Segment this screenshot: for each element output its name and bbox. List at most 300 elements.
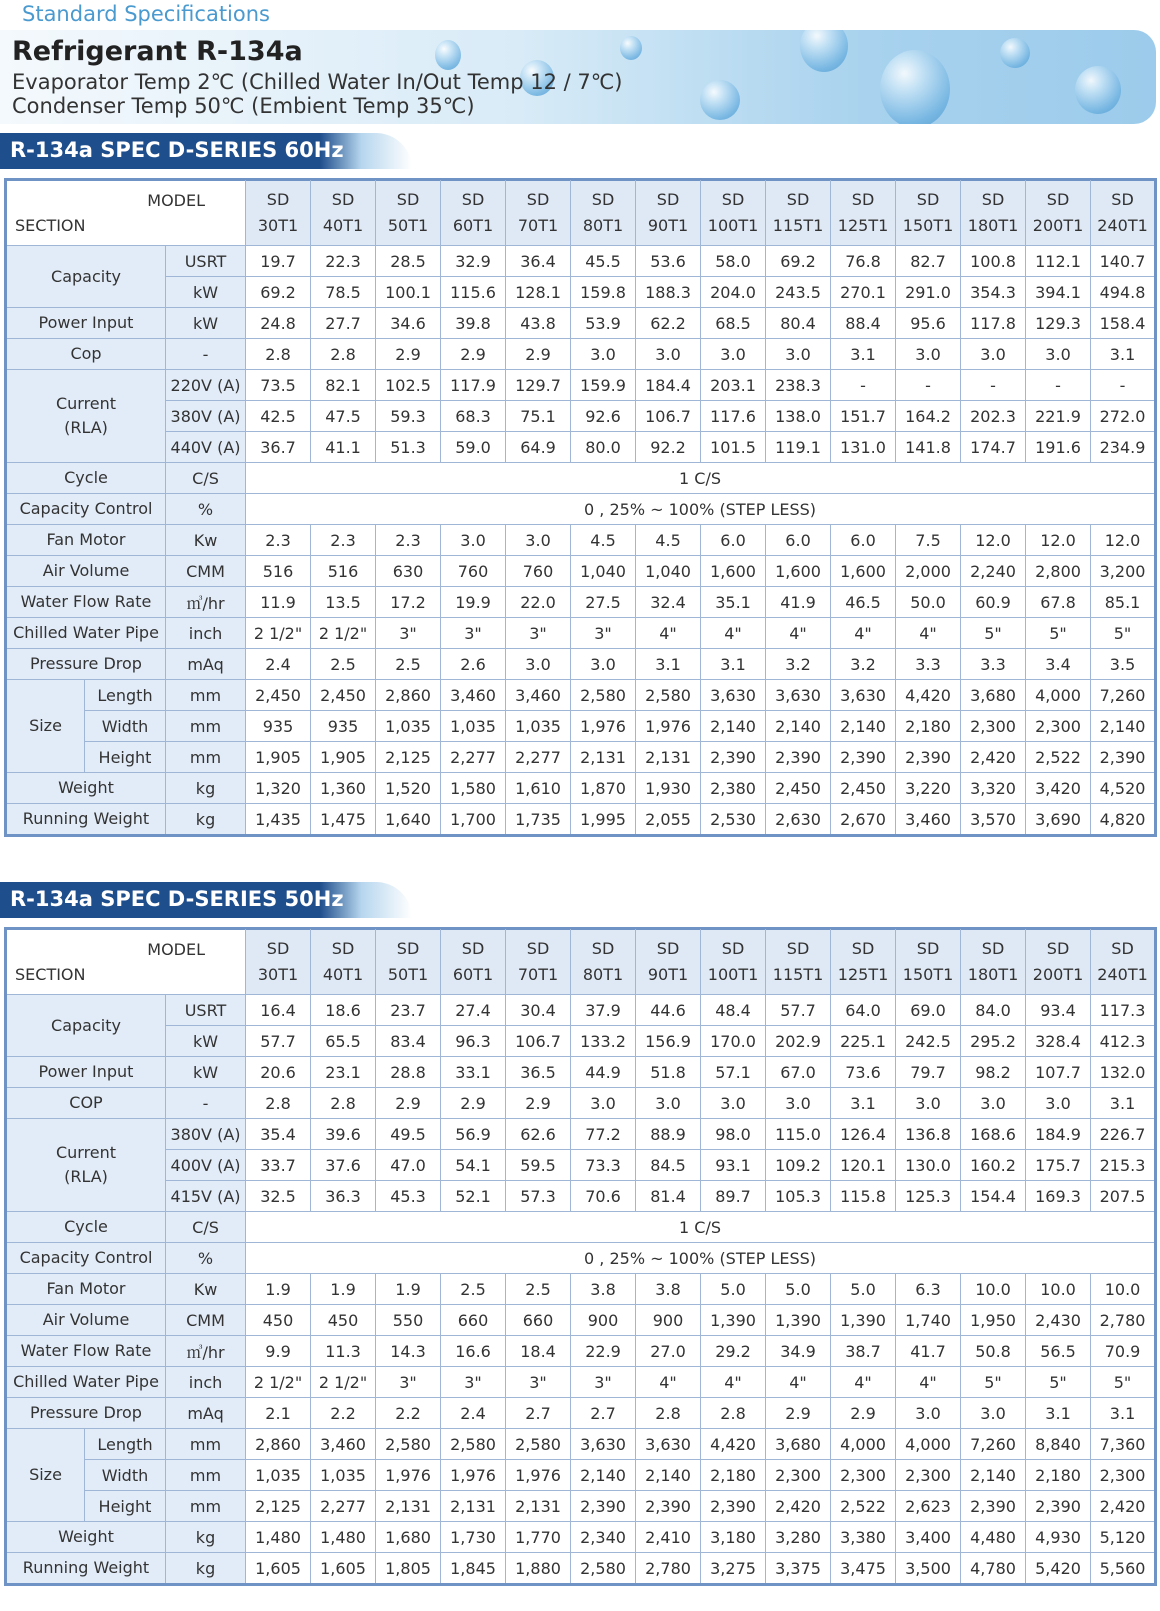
unit-cell: CMM xyxy=(166,1305,246,1336)
value-cell: 2.9 xyxy=(831,1398,896,1429)
value-cell: 1,035 xyxy=(246,1460,311,1491)
model-prefix: SD xyxy=(331,190,355,209)
model-code: 80T1 xyxy=(582,216,624,235)
table-row xyxy=(6,1026,1156,1057)
water-drop-image xyxy=(1000,38,1030,68)
value-cell: 3,630 xyxy=(636,1429,701,1460)
value-cell: 2,390 xyxy=(896,742,961,773)
value-cell: 120.1 xyxy=(831,1150,896,1181)
value-cell: 226.7 xyxy=(1091,1119,1156,1150)
value-cell: 215.3 xyxy=(1091,1150,1156,1181)
value-cell: 19.9 xyxy=(441,587,506,618)
value-cell: 5" xyxy=(1091,1367,1156,1398)
value-cell: 10.0 xyxy=(961,1274,1026,1305)
value-cell: 67.8 xyxy=(1026,587,1091,618)
value-cell: 174.7 xyxy=(961,432,1026,463)
row-group-label: Cycle xyxy=(6,463,166,494)
value-cell: 69.0 xyxy=(896,995,961,1026)
value-cell: 64.0 xyxy=(831,995,896,1026)
model-header xyxy=(831,180,896,246)
value-cell: 41.7 xyxy=(896,1336,961,1367)
value-cell: 2,580 xyxy=(441,1429,506,1460)
value-cell: 1,905 xyxy=(246,742,311,773)
unit-cell: mm xyxy=(166,711,246,742)
unit-cell: Kw xyxy=(166,525,246,556)
value-cell: 2,800 xyxy=(1026,556,1091,587)
model-code: 60T1 xyxy=(452,965,494,984)
value-cell: 27.4 xyxy=(441,995,506,1026)
model-header xyxy=(636,180,701,246)
value-cell: 1,976 xyxy=(506,1460,571,1491)
value-cell: 184.4 xyxy=(636,370,701,401)
model-prefix: SD xyxy=(1111,939,1134,958)
value-cell: 105.3 xyxy=(766,1181,831,1212)
unit-cell: - xyxy=(166,339,246,370)
value-cell: 2,390 xyxy=(831,742,896,773)
value-cell: 2.9 xyxy=(441,339,506,370)
value-cell: 272.0 xyxy=(1091,401,1156,432)
value-cell: 1,475 xyxy=(311,804,376,836)
table-row xyxy=(6,1553,1156,1585)
value-cell: 2.8 xyxy=(311,1088,376,1119)
model-header xyxy=(311,929,376,995)
value-cell: 2,140 xyxy=(766,711,831,742)
value-cell: 3.0 xyxy=(961,1088,1026,1119)
value-cell: 2,580 xyxy=(571,1553,636,1585)
value-cell: 32.5 xyxy=(246,1181,311,1212)
value-cell: 50.8 xyxy=(961,1336,1026,1367)
model-header xyxy=(701,180,766,246)
value-cell: 2.4 xyxy=(246,649,311,680)
value-cell: 73.3 xyxy=(571,1150,636,1181)
model-code: 70T1 xyxy=(517,216,559,235)
value-cell: - xyxy=(831,370,896,401)
value-cell: 2,300 xyxy=(1026,711,1091,742)
value-cell: 89.7 xyxy=(701,1181,766,1212)
value-cell: 169.3 xyxy=(1026,1181,1091,1212)
value-cell: 2,131 xyxy=(376,1491,441,1522)
unit-cell: kW xyxy=(166,1057,246,1088)
value-cell: 22.0 xyxy=(506,587,571,618)
value-cell: 3.0 xyxy=(506,525,571,556)
value-cell: 354.3 xyxy=(961,277,1026,308)
value-cell: 3" xyxy=(441,618,506,649)
value-cell: 1,320 xyxy=(246,773,311,804)
model-section-header xyxy=(6,180,246,246)
value-cell: 2,180 xyxy=(701,1460,766,1491)
value-cell: 1,845 xyxy=(441,1553,506,1585)
model-header xyxy=(506,180,571,246)
value-cell: 130.0 xyxy=(896,1150,961,1181)
value-cell: 34.9 xyxy=(766,1336,831,1367)
value-cell: 2.7 xyxy=(571,1398,636,1429)
model-prefix: SD xyxy=(721,939,745,958)
value-cell: 394.1 xyxy=(1026,277,1091,308)
value-cell: 2,390 xyxy=(961,1491,1026,1522)
value-cell: 1,480 xyxy=(246,1522,311,1553)
row-group-label: Power Input xyxy=(6,1057,166,1088)
value-cell: 3,460 xyxy=(441,680,506,711)
value-cell: 133.2 xyxy=(571,1026,636,1057)
row-group-label: Current (RLA) xyxy=(6,370,166,463)
value-cell: 35.1 xyxy=(701,587,766,618)
spec-table-60hz xyxy=(4,178,1157,837)
unit-cell: mm xyxy=(166,742,246,773)
value-cell: 1,976 xyxy=(376,1460,441,1491)
model-prefix: SD xyxy=(396,190,420,209)
value-cell: 660 xyxy=(441,1305,506,1336)
table-row xyxy=(6,1460,1156,1491)
value-cell: 2 1/2" xyxy=(311,1367,376,1398)
value-cell: 450 xyxy=(311,1305,376,1336)
value-cell: 1,435 xyxy=(246,804,311,836)
section-label: SECTION xyxy=(15,216,86,235)
model-header xyxy=(831,929,896,995)
value-cell: 550 xyxy=(376,1305,441,1336)
value-cell: 7,260 xyxy=(961,1429,1026,1460)
unit-cell: 380V (A) xyxy=(166,401,246,432)
value-cell: 1,520 xyxy=(376,773,441,804)
value-cell: 164.2 xyxy=(896,401,961,432)
value-cell: 2,140 xyxy=(636,1460,701,1491)
value-cell: 9.9 xyxy=(246,1336,311,1367)
value-cell: 82.7 xyxy=(896,246,961,277)
merged-value-cell: 0 , 25% ~ 100% (STEP LESS) xyxy=(246,1243,1156,1274)
model-code: 115T1 xyxy=(772,216,824,235)
value-cell: 2,430 xyxy=(1026,1305,1091,1336)
model-code: 100T1 xyxy=(707,216,759,235)
value-cell: 1,735 xyxy=(506,804,571,836)
row-group-label: Size xyxy=(6,680,85,773)
unit-cell: mm xyxy=(166,1460,246,1491)
model-header xyxy=(311,180,376,246)
value-cell: 70.6 xyxy=(571,1181,636,1212)
value-cell: 3,320 xyxy=(961,773,1026,804)
value-cell: 3.1 xyxy=(1091,1398,1156,1429)
value-cell: 92.2 xyxy=(636,432,701,463)
table-row xyxy=(6,494,1156,525)
model-header xyxy=(896,929,961,995)
value-cell: 2,390 xyxy=(636,1491,701,1522)
value-cell: 3" xyxy=(441,1367,506,1398)
value-cell: 65.5 xyxy=(311,1026,376,1057)
value-cell: 6.0 xyxy=(766,525,831,556)
value-cell: 2.8 xyxy=(311,339,376,370)
value-cell: 3.2 xyxy=(831,649,896,680)
value-cell: 2,580 xyxy=(376,1429,441,1460)
value-cell: 4,480 xyxy=(961,1522,1026,1553)
model-code: 40T1 xyxy=(322,216,364,235)
value-cell: 1,930 xyxy=(636,773,701,804)
value-cell: 1.9 xyxy=(376,1274,441,1305)
value-cell: 93.4 xyxy=(1026,995,1091,1026)
model-prefix: SD xyxy=(526,190,550,209)
value-cell: 225.1 xyxy=(831,1026,896,1057)
model-code: 240T1 xyxy=(1097,216,1148,235)
value-cell: 2,630 xyxy=(766,804,831,836)
model-header xyxy=(961,929,1026,995)
value-cell: 29.2 xyxy=(701,1336,766,1367)
table-row xyxy=(6,995,1156,1026)
value-cell: 3.0 xyxy=(896,1088,961,1119)
value-cell: 70.9 xyxy=(1091,1336,1156,1367)
value-cell: 1,605 xyxy=(246,1553,311,1585)
value-cell: 5.0 xyxy=(701,1274,766,1305)
model-header xyxy=(701,929,766,995)
row-sub-label: Height xyxy=(85,1491,166,1522)
value-cell: 2,140 xyxy=(831,711,896,742)
value-cell: 1,740 xyxy=(896,1305,961,1336)
value-cell: 3,275 xyxy=(701,1553,766,1585)
unit-cell: kW xyxy=(166,308,246,339)
value-cell: 4,420 xyxy=(896,680,961,711)
value-cell: 4,820 xyxy=(1091,804,1156,836)
value-cell: 101.5 xyxy=(701,432,766,463)
value-cell: 2,180 xyxy=(896,711,961,742)
unit-cell: C/S xyxy=(166,1212,246,1243)
table-row xyxy=(6,711,1156,742)
table-row xyxy=(6,742,1156,773)
model-prefix: SD xyxy=(981,939,1005,958)
unit-cell: inch xyxy=(166,618,246,649)
value-cell: 3" xyxy=(506,618,571,649)
water-drop-image xyxy=(800,30,848,72)
value-cell: 4,000 xyxy=(831,1429,896,1460)
value-cell: 4" xyxy=(701,1367,766,1398)
value-cell: 54.1 xyxy=(441,1150,506,1181)
unit-cell: USRT xyxy=(166,246,246,277)
value-cell: 2 1/2" xyxy=(246,1367,311,1398)
model-prefix: SD xyxy=(526,939,550,958)
row-group-label: Fan Motor xyxy=(6,525,166,556)
model-prefix: SD xyxy=(461,190,485,209)
value-cell: 2,860 xyxy=(376,680,441,711)
value-cell: 238.3 xyxy=(766,370,831,401)
table-row xyxy=(6,1336,1156,1367)
value-cell: 57.7 xyxy=(246,1026,311,1057)
value-cell: 95.6 xyxy=(896,308,961,339)
model-header xyxy=(961,180,1026,246)
unit-cell: mm xyxy=(166,1429,246,1460)
table-row xyxy=(6,1212,1156,1243)
value-cell: 2.8 xyxy=(636,1398,701,1429)
value-cell: 41.1 xyxy=(311,432,376,463)
value-cell: 16.6 xyxy=(441,1336,506,1367)
value-cell: 37.6 xyxy=(311,1150,376,1181)
value-cell: 1,730 xyxy=(441,1522,506,1553)
row-group-label: Running Weight xyxy=(6,1553,166,1585)
evaporator-condition: Evaporator Temp 2℃ (Chilled Water In/Out Temp 12 / 7℃) xyxy=(12,70,623,94)
value-cell: 2.3 xyxy=(311,525,376,556)
merged-value-cell: 1 C/S xyxy=(246,1212,1156,1243)
model-header xyxy=(376,180,441,246)
value-cell: 2,140 xyxy=(571,1460,636,1491)
value-cell: 117.6 xyxy=(701,401,766,432)
value-cell: 2,580 xyxy=(636,680,701,711)
value-cell: 53.9 xyxy=(571,308,636,339)
unit-cell: 415V (A) xyxy=(166,1181,246,1212)
value-cell: 75.1 xyxy=(506,401,571,432)
value-cell: 2.5 xyxy=(311,649,376,680)
value-cell: 47.5 xyxy=(311,401,376,432)
value-cell: 51.3 xyxy=(376,432,441,463)
value-cell: 3.1 xyxy=(636,649,701,680)
model-label: MODEL xyxy=(147,191,206,210)
value-cell: 3,200 xyxy=(1091,556,1156,587)
model-header xyxy=(766,929,831,995)
model-prefix: SD xyxy=(461,939,485,958)
row-group-label: Power Input xyxy=(6,308,166,339)
value-cell: 3.0 xyxy=(1026,1088,1091,1119)
value-cell: 160.2 xyxy=(961,1150,1026,1181)
value-cell: 2,580 xyxy=(506,1429,571,1460)
value-cell: 2,125 xyxy=(246,1491,311,1522)
value-cell: 3.3 xyxy=(896,649,961,680)
value-cell: 7.5 xyxy=(896,525,961,556)
page-title: Refrigerant R-134a xyxy=(12,36,303,67)
table-row xyxy=(6,246,1156,277)
value-cell: 3,460 xyxy=(311,1429,376,1460)
value-cell: 115.6 xyxy=(441,277,506,308)
table-row xyxy=(6,1150,1156,1181)
table-row xyxy=(6,277,1156,308)
value-cell: 5" xyxy=(1026,618,1091,649)
value-cell: 4" xyxy=(766,618,831,649)
value-cell: 119.1 xyxy=(766,432,831,463)
value-cell: 2 1/2" xyxy=(246,618,311,649)
value-cell: 1,995 xyxy=(571,804,636,836)
value-cell: 4" xyxy=(831,1367,896,1398)
value-cell: 3.0 xyxy=(1026,339,1091,370)
value-cell: 2,530 xyxy=(701,804,766,836)
value-cell: 1,905 xyxy=(311,742,376,773)
value-cell: 106.7 xyxy=(636,401,701,432)
value-cell: 243.5 xyxy=(766,277,831,308)
value-cell: 3,280 xyxy=(766,1522,831,1553)
value-cell: 18.4 xyxy=(506,1336,571,1367)
standard-specifications-label: Standard Specifications xyxy=(22,2,270,26)
value-cell: 78.5 xyxy=(311,277,376,308)
model-code: 150T1 xyxy=(902,216,954,235)
value-cell: 3.0 xyxy=(506,649,571,680)
value-cell: 3,460 xyxy=(896,804,961,836)
unit-cell: % xyxy=(166,494,246,525)
row-group-label: Pressure Drop xyxy=(6,649,166,680)
model-prefix: SD xyxy=(591,190,615,209)
value-cell: 14.3 xyxy=(376,1336,441,1367)
value-cell: 2.3 xyxy=(246,525,311,556)
value-cell: 3.1 xyxy=(831,1088,896,1119)
value-cell: 3.0 xyxy=(571,649,636,680)
model-code: 180T1 xyxy=(967,965,1019,984)
model-code: 70T1 xyxy=(517,965,559,984)
model-code: 115T1 xyxy=(772,965,824,984)
value-cell: 2,300 xyxy=(831,1460,896,1491)
table-row xyxy=(6,1088,1156,1119)
value-cell: 138.0 xyxy=(766,401,831,432)
model-header xyxy=(571,180,636,246)
value-cell: 141.8 xyxy=(896,432,961,463)
value-cell: 4,520 xyxy=(1091,773,1156,804)
model-code: 30T1 xyxy=(257,965,299,984)
table-row xyxy=(6,587,1156,618)
value-cell: 2,450 xyxy=(766,773,831,804)
value-cell: 1,600 xyxy=(831,556,896,587)
value-cell: 1,600 xyxy=(766,556,831,587)
value-cell: 3,630 xyxy=(701,680,766,711)
value-cell: 32.4 xyxy=(636,587,701,618)
value-cell: 38.7 xyxy=(831,1336,896,1367)
model-code: 50T1 xyxy=(387,965,429,984)
model-label: MODEL xyxy=(147,940,206,959)
value-cell: 33.7 xyxy=(246,1150,311,1181)
model-prefix: SD xyxy=(1111,190,1134,209)
value-cell: 81.4 xyxy=(636,1181,701,1212)
value-cell: 202.3 xyxy=(961,401,1026,432)
value-cell: 3,475 xyxy=(831,1553,896,1585)
value-cell: 494.8 xyxy=(1091,277,1156,308)
value-cell: 106.7 xyxy=(506,1026,571,1057)
value-cell: 630 xyxy=(376,556,441,587)
value-cell: 221.9 xyxy=(1026,401,1091,432)
value-cell: 3.8 xyxy=(636,1274,701,1305)
value-cell: 2,420 xyxy=(1091,1491,1156,1522)
value-cell: 98.0 xyxy=(701,1119,766,1150)
table-row xyxy=(6,618,1156,649)
section-title-60hz: R-134a SPEC D-SERIES 60Hz xyxy=(10,138,344,162)
value-cell: 5,560 xyxy=(1091,1553,1156,1585)
value-cell: 52.1 xyxy=(441,1181,506,1212)
value-cell: 170.0 xyxy=(701,1026,766,1057)
value-cell: 12.0 xyxy=(1091,525,1156,556)
model-prefix: SD xyxy=(786,939,810,958)
value-cell: 1,640 xyxy=(376,804,441,836)
value-cell: 1,035 xyxy=(506,711,571,742)
value-cell: 57.1 xyxy=(701,1057,766,1088)
value-cell: 51.8 xyxy=(636,1057,701,1088)
model-header xyxy=(571,929,636,995)
value-cell: 2,277 xyxy=(311,1491,376,1522)
value-cell: 4" xyxy=(896,1367,961,1398)
value-cell: 1,976 xyxy=(571,711,636,742)
value-cell: 2,140 xyxy=(701,711,766,742)
row-group-label: Capacity xyxy=(6,995,166,1057)
value-cell: 2,125 xyxy=(376,742,441,773)
value-cell: 76.8 xyxy=(831,246,896,277)
value-cell: 935 xyxy=(311,711,376,742)
value-cell: 2 1/2" xyxy=(311,618,376,649)
row-group-label: Cycle xyxy=(6,1212,166,1243)
value-cell: 203.1 xyxy=(701,370,766,401)
row-group-label: Air Volume xyxy=(6,1305,166,1336)
value-cell: 1,390 xyxy=(831,1305,896,1336)
value-cell: 3.2 xyxy=(766,649,831,680)
table-row xyxy=(6,556,1156,587)
value-cell: 43.8 xyxy=(506,308,571,339)
value-cell: - xyxy=(961,370,1026,401)
value-cell: 45.5 xyxy=(571,246,636,277)
model-code: 30T1 xyxy=(257,216,299,235)
value-cell: 1,390 xyxy=(701,1305,766,1336)
value-cell: 11.9 xyxy=(246,587,311,618)
value-cell: 2,131 xyxy=(636,742,701,773)
value-cell: 760 xyxy=(441,556,506,587)
value-cell: 107.7 xyxy=(1026,1057,1091,1088)
value-cell: 2,390 xyxy=(766,742,831,773)
section-title-50hz: R-134a SPEC D-SERIES 50Hz xyxy=(10,887,344,911)
value-cell: 6.0 xyxy=(831,525,896,556)
value-cell: 3.0 xyxy=(701,1088,766,1119)
